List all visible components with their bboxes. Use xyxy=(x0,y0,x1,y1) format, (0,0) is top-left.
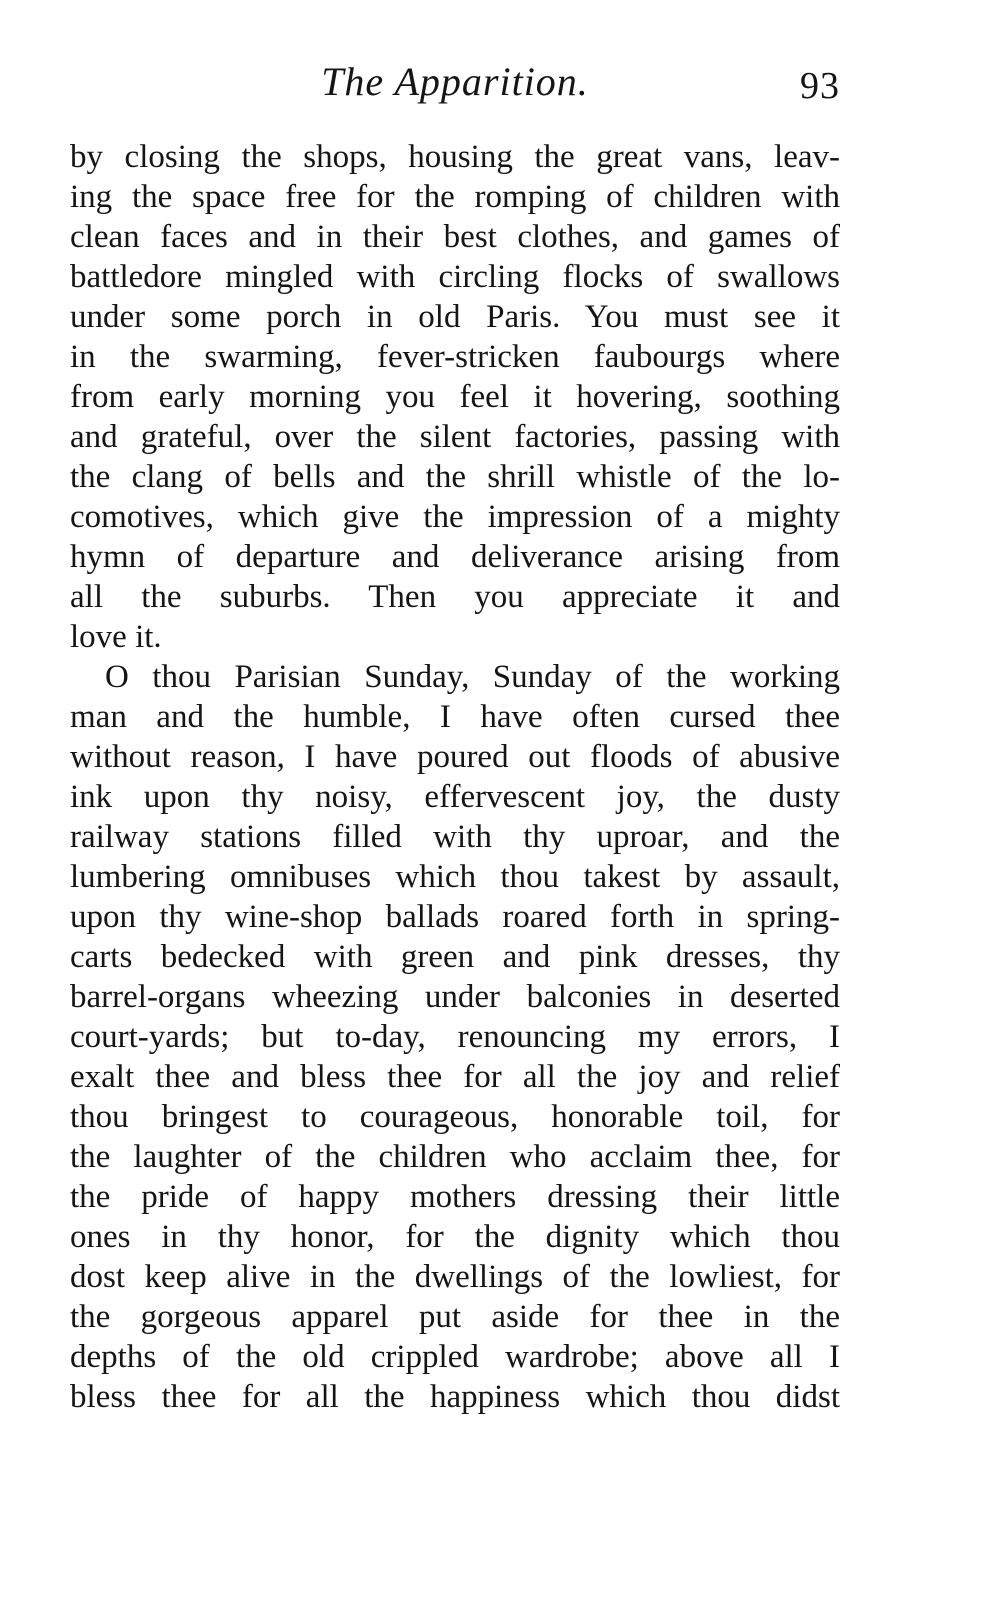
text-line: and grateful, over the silent factories, passing with xyxy=(70,419,840,455)
text-line: ones in thy honor, for the dignity which thou xyxy=(70,1219,840,1255)
text-line: ing the space free for the romping of children with xyxy=(70,179,840,215)
text-line: battledore mingled with circling flocks of swallows xyxy=(70,259,840,295)
text-line: exalt thee and bless thee for all the joy and relief xyxy=(70,1059,840,1095)
text-line: the pride of happy mothers dressing their little xyxy=(70,1179,840,1215)
text-line: dost keep alive in the dwellings of the lowliest, for xyxy=(70,1259,840,1295)
text-line: depths of the old crippled wardrobe; above all I xyxy=(70,1339,840,1375)
text-line: the gorgeous apparel put aside for thee in the xyxy=(70,1299,840,1335)
page-number: 93 xyxy=(800,65,840,107)
text-line: ink upon thy noisy, effervescent joy, the dusty xyxy=(70,779,840,815)
running-title: The Apparition. xyxy=(321,59,589,104)
text-line: comotives, which give the impression of a mighty xyxy=(70,499,840,535)
text-line: bless thee for all the happiness which thou didst xyxy=(70,1379,840,1415)
text-line: all the suburbs. Then you appreciate it and xyxy=(70,579,840,615)
text-line: man and the humble, I have often cursed thee xyxy=(70,699,840,735)
paragraph-1 xyxy=(70,137,840,657)
text-line: from early morning you feel it hovering, soothing xyxy=(70,379,840,415)
text-line: thou bringest to courageous, honorable toil, for xyxy=(70,1099,840,1135)
text-line: court-yards; but to-day, renouncing my errors, I xyxy=(70,1019,840,1055)
text-line: hymn of departure and deliverance arising from xyxy=(70,539,840,575)
text-line: love it. xyxy=(70,619,162,655)
text-line: by closing the shops, housing the great vans, leav- xyxy=(70,139,840,175)
body-text xyxy=(70,137,840,1417)
text-line: O thou Parisian Sunday, Sunday of the working xyxy=(105,659,840,695)
text-line: upon thy wine-shop ballads roared forth in spring- xyxy=(70,899,840,935)
text-line: carts bedecked with green and pink dresses, thy xyxy=(70,939,840,975)
text-line: under some porch in old Paris. You must see it xyxy=(70,299,840,335)
text-line: clean faces and in their best clothes, and games of xyxy=(70,219,840,255)
paragraph-2 xyxy=(70,657,840,1417)
text-line: the clang of bells and the shrill whistle of the lo- xyxy=(70,459,840,495)
text-line: barrel-organs wheezing under balconies in deserted xyxy=(70,979,840,1015)
text-line: railway stations filled with thy uproar, and the xyxy=(70,819,840,855)
text-line: in the swarming, fever-stricken faubourgs where xyxy=(70,339,840,375)
text-line: without reason, I have poured out floods of abusive xyxy=(70,739,840,775)
text-line: lumbering omnibuses which thou takest by assault, xyxy=(70,859,840,895)
running-head xyxy=(70,58,840,118)
text-line: the laughter of the children who acclaim thee, for xyxy=(70,1139,840,1175)
